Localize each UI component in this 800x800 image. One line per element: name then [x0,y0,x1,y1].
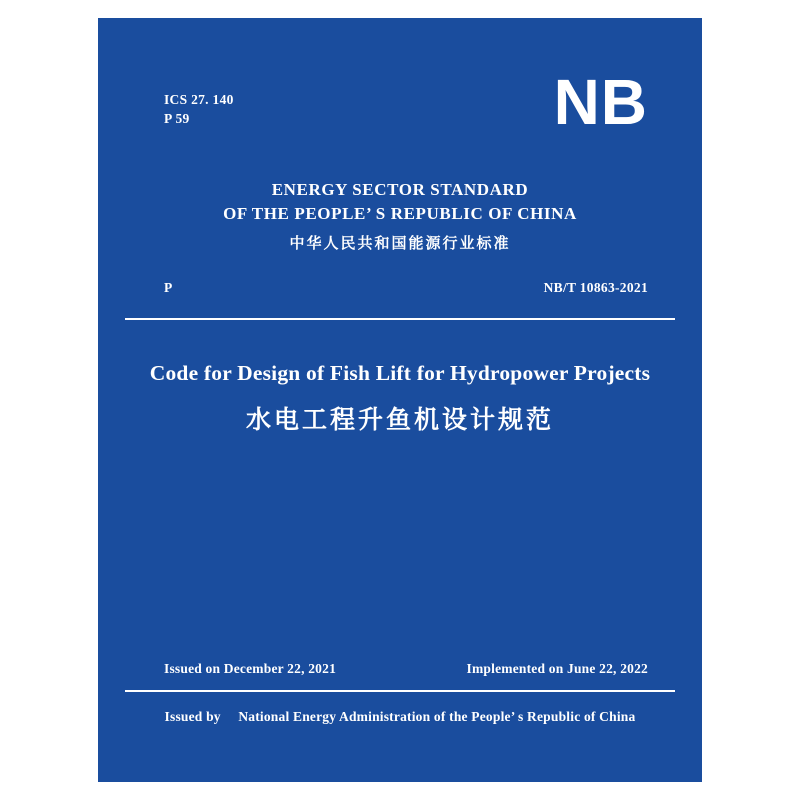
category-code: P [164,280,173,295]
ics-classification-block [164,90,234,128]
implemented-date: Implemented on June 22, 2022 [466,661,648,676]
standard-number: NB/T 10863-2021 [543,280,648,295]
standard-authority-block [98,178,702,257]
standard-line-2: OF THE PEOPLE’ S REPUBLIC OF CHINA [223,204,577,223]
title-chinese: 水电工程升鱼机设计规范 [245,405,554,434]
divider-bottom [125,690,675,692]
issued-by-label: Issued by [164,709,221,724]
issued-date: Issued on December 22, 2021 [164,661,337,676]
classification-code: P 59 [164,111,190,126]
ics-number: ICS 27. 140 [164,92,234,107]
standard-code-row [164,280,648,296]
divider-top [125,318,675,320]
dates-row [164,661,648,677]
nb-logo: NB [553,66,648,138]
cover-header [98,18,702,308]
title-block [98,358,702,438]
standard-line-chinese: 中华人民共和国能源行业标准 [289,234,511,252]
standard-cover [98,18,702,782]
issued-by-row [98,709,702,725]
title-english: Code for Design of Fish Lift for Hydropower Projects [149,361,651,385]
issued-by-organization: National Energy Administration of the People’ s Republic of China [238,709,636,724]
standard-line-1: ENERGY SECTOR STANDARD [271,180,529,199]
